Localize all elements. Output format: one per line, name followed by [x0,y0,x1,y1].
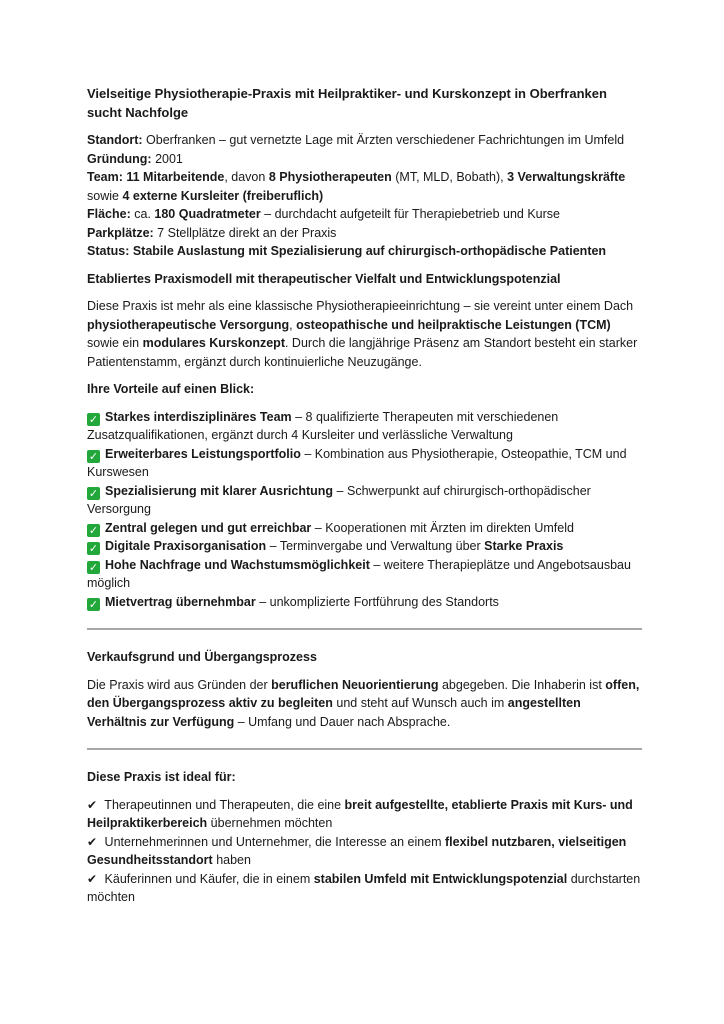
section-divider [87,628,642,630]
section-divider [87,748,642,750]
list-item [87,482,642,519]
list-item [87,870,642,907]
fact-emphasis: 180 Quadratmeter [154,207,261,221]
check-box-icon: ✓ [88,597,99,611]
check-box-icon: ✓ [88,449,99,463]
fact-text: (MT, MLD, Bobath), [391,170,508,184]
fact-emphasis: 8 Physiotherapeuten [268,170,392,184]
advantage-title: Starkes interdisziplinäres Team [105,409,292,424]
fact-value: Oberfranken – gut vernetzte Lage mit Ärzten verschiedener Fachrichtungen im Umfeld [146,133,625,147]
para-text: Diese Praxis ist mehr als eine klassische Physiotherapieeinrichtung – sie vereint unter einem Dach [87,299,634,313]
check-box-icon: ✓ [88,560,99,574]
ideal-emphasis: breit aufgestellte, etablierte Praxis mit Kurs- und Heilpraktikerbereich [87,797,633,830]
check-box-icon: ✓ [88,523,99,537]
fact-text: ca. [130,207,155,221]
list-item [87,408,642,445]
advantage-text: – Kooperationen mit Ärzten im direkten Umfeld [311,520,574,535]
list-item [87,833,642,870]
ideal-list [87,796,642,907]
advantage-text: – unkomplizierte Fortführung des Standorts [255,594,499,609]
list-item [87,796,642,833]
listing-title: Vielseitige Physiotherapie-Praxis mit Heilpraktiker- und Kurskonzept in Oberfranken sucht Nachfolge [87,86,607,120]
check-box-icon: ✓ [88,542,99,555]
para-emphasis: beruflichen Neuorientierung [271,677,439,692]
advantage-title: Mietvertrag übernehmbar [105,594,256,609]
ideal-text: Unternehmerinnen und Unternehmer, die Interesse an einem [101,834,446,849]
ideal-text: übernehmen möchten [207,816,333,830]
ideal-heading: Diese Praxis ist ideal für: [87,770,236,784]
list-item [87,519,642,538]
ideal-text: haben [212,853,251,867]
list-item [87,445,642,482]
fact-parkplaetze [87,224,642,243]
list-item [87,556,642,593]
sale-heading: Verkaufsgrund und Übergangsprozess [87,650,317,664]
ideal-text: Käuferinnen und Käufer, die in einem [101,871,314,886]
fact-gruendung [87,150,642,169]
advantage-title: Spezialisierung mit klarer Ausrichtung [105,483,334,498]
para-text: und steht auf Wunsch auch im [332,696,508,710]
para-emphasis: angestellten Verhältnis zur Verfügung [87,696,581,729]
fact-label: Gründung: [87,151,152,166]
fact-status-text: Status: Stabile Auslastung mit Spezialisierung auf chirurgisch-orthopädische Patienten [87,244,607,258]
para-text: – Umfang und Dauer nach Absprache. [234,714,451,729]
sale-paragraph [87,676,642,732]
check-mark-icon: ✔ [87,834,98,849]
para-emphasis: modulares Kurskonzept [142,336,285,350]
advantage-text: – 8 qualifizierte Therapeuten mit verschiedenen Zusatzqualifikationen, ergänzt durch 4 Kursleiter und verlässliche Verwaltung [87,409,559,442]
fact-status [87,242,642,261]
advantage-text: – Kombination aus Physiotherapie, Osteopathie, TCM und Kurswesen [87,446,627,479]
para-text: . Durch die langjährige Präsenz am Standort besteht ein starker Patientenstamm, ergänzt durch kontinuierliche Neuzugänge. [87,336,638,369]
advantage-text: – weitere Therapieplätze und Angebotsausbau möglich [87,557,631,590]
para-text: Die Praxis wird aus Gründen der [87,677,272,692]
advantages-heading: Ihre Vorteile auf einen Blick: [87,382,255,396]
fact-flaeche [87,205,642,224]
para-text: , [289,317,297,332]
model-heading: Etabliertes Praxismodell mit therapeutischer Vielfalt und Entwicklungspotenzial [87,271,561,286]
key-facts [87,131,642,261]
fact-emphasis: 3 Verwaltungskräfte [507,170,626,184]
list-item [87,593,642,612]
check-box-icon: ✓ [88,486,99,500]
para-text: abgegeben. Die Inhaberin ist [438,677,606,692]
check-box-icon: ✓ [88,412,99,426]
fact-label: Standort: [87,133,143,147]
ideal-emphasis: flexibel nutzbaren, vielseitigen Gesundheitsstandort [87,834,627,867]
fact-team [87,168,642,205]
ideal-emphasis: stabilen Umfeld mit Entwicklungspotenzial [313,871,568,886]
fact-emphasis: 4 externe Kursleiter (freiberuflich) [122,188,324,203]
advantage-title: Hohe Nachfrage und Wachstumsmöglichkeit [105,557,370,572]
advantages-list [87,408,642,612]
advantage-title: Zentral gelegen und gut erreichbar [105,520,312,535]
fact-emphasis: 11 Mitarbeitende [126,170,225,184]
document-content [87,84,642,907]
para-emphasis: physiotherapeutische Versorgung [87,317,290,332]
fact-label: Fläche: [87,207,131,221]
fact-value: 2001 [155,151,183,166]
fact-label: Parkplätze: [87,225,154,240]
advantage-text: – Schwerpunkt auf chirurgisch-orthopädischer Versorgung [87,483,591,516]
check-mark-icon: ✔ [87,797,98,812]
ideal-text: Therapeutinnen und Therapeuten, die eine [101,797,345,812]
fact-text: , davon [224,170,269,184]
ideal-text: durchstarten möchten [87,871,641,904]
model-paragraph [87,297,642,371]
fact-standort [87,131,642,150]
advantage-emphasis: Starke Praxis [484,539,564,553]
para-emphasis: osteopathische und heilpraktische Leistungen (TCM) [296,317,611,332]
advantage-text: – Terminvergabe und Verwaltung über [266,539,485,553]
list-item [87,537,642,556]
fact-label: Team: [87,170,123,184]
para-emphasis: offen, den Übergangsprozess aktiv zu begleiten [87,677,640,710]
check-mark-icon: ✔ [87,871,98,886]
fact-text: sowie [87,188,123,203]
advantage-title: Erweiterbares Leistungsportfolio [105,446,301,461]
fact-text: – durchdacht aufgeteilt für Therapiebetrieb und Kurse [260,207,560,221]
para-text: sowie ein [87,336,143,350]
advantage-title: Digitale Praxisorganisation [105,539,267,553]
fact-value: 7 Stellplätze direkt an der Praxis [153,225,337,240]
